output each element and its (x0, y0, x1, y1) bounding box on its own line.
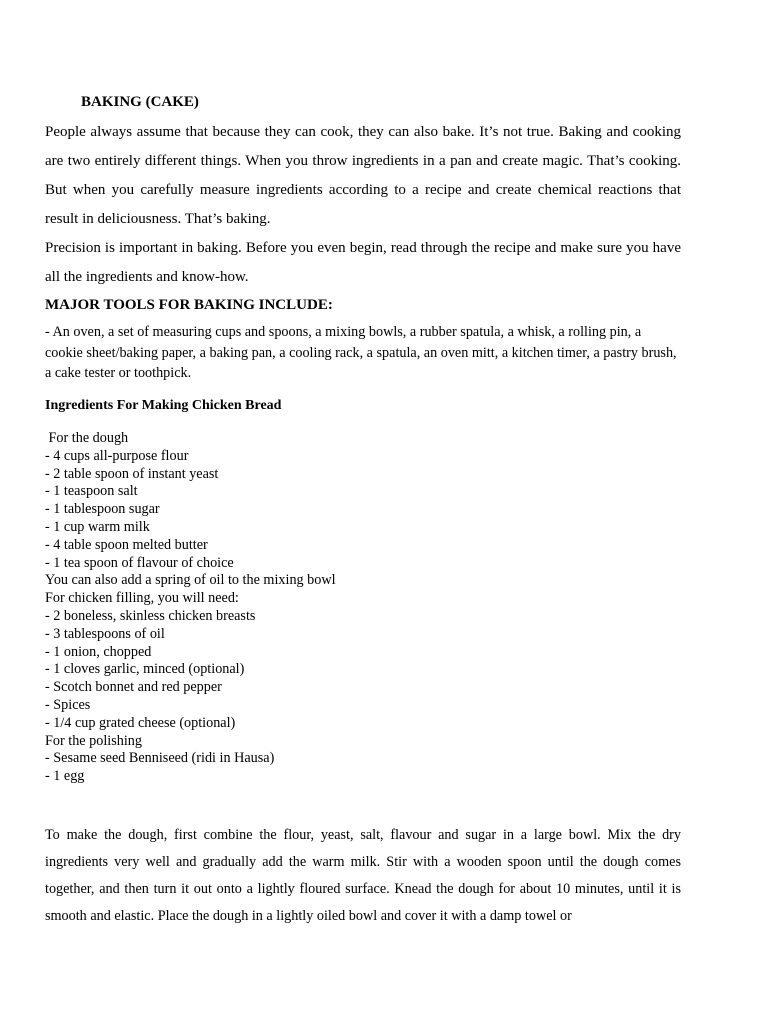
list-item: - Scotch bonnet and red pepper (45, 679, 222, 696)
list-item: - 1 tea spoon of flavour of choice (45, 554, 234, 571)
list-item: For chicken filling, you will need: (45, 590, 239, 607)
list-item: - 1 onion, chopped (45, 643, 152, 660)
ingredients-list (45, 430, 685, 786)
list-item: - 1 cup warm milk (45, 518, 150, 535)
tools-paragraph: - An oven, a set of measuring cups and spoons, a mixing bowls, a rubber spatula, a whisk, a rolling pin, a cookie sheet/baking paper, a baking pan, a cooling rack, a spatula, an oven mitt, a kitchen timer, a pastry brush, a cake tester or toothpick. (45, 324, 677, 381)
list-item: You can also add a spring of oil to the mixing bowl (45, 572, 336, 589)
list-item: - Spices (45, 696, 91, 713)
list-item: - 1/4 cup grated cheese (optional) (45, 714, 236, 731)
intro-paragraph: Precision is important in baking. Before you even begin, read through the recipe and make sure you have all the ingredients and know-how. (45, 240, 681, 285)
list-item: - 3 tablespoons of oil (45, 625, 165, 642)
tools-heading: MAJOR TOOLS FOR BAKING INCLUDE: (45, 297, 333, 313)
list-item: - 2 boneless, skinless chicken breasts (45, 607, 256, 624)
list-item: - 2 table spoon of instant yeast (45, 465, 219, 482)
list-item: For the polishing (45, 732, 142, 749)
list-item: - 1 teaspoon salt (45, 483, 138, 500)
list-item: - 4 cups all-purpose flour (45, 447, 189, 464)
list-item: For the dough (45, 430, 129, 446)
method-paragraph: To make the dough, first combine the flour, yeast, salt, flavour and sugar in a large bowl. Mix the dry ingredients very well and gradually add the warm milk. Stir with a wooden spoon until the dough comes together, and then turn it out onto a lightly floured surface. Knead the dough for about 10 minutes, until it is smooth and elastic. Place the dough in a lightly oiled bowl and cover it with a damp towel or (45, 827, 681, 924)
intro-section (45, 118, 681, 292)
list-item: - 1 egg (45, 768, 85, 785)
list-item: - 1 cloves garlic, minced (optional) (45, 661, 245, 678)
document-title: BAKING (CAKE) (81, 94, 199, 110)
list-item: - 4 table spoon melted butter (45, 536, 208, 553)
list-item: - 1 tablespoon sugar (45, 501, 160, 518)
intro-paragraph: People always assume that because they can cook, they can also bake. It’s not true. Baking and cooking are two entirely different things. When you throw ingredients in a pan and create magic. That’s cooking. But when you carefully measure ingredients according to a recipe and create chemical reactions that result in deliciousness. That’s baking. (45, 124, 681, 227)
ingredients-heading: Ingredients For Making Chicken Bread (45, 398, 282, 413)
list-item: - Sesame seed Benniseed (ridi in Hausa) (45, 750, 275, 767)
